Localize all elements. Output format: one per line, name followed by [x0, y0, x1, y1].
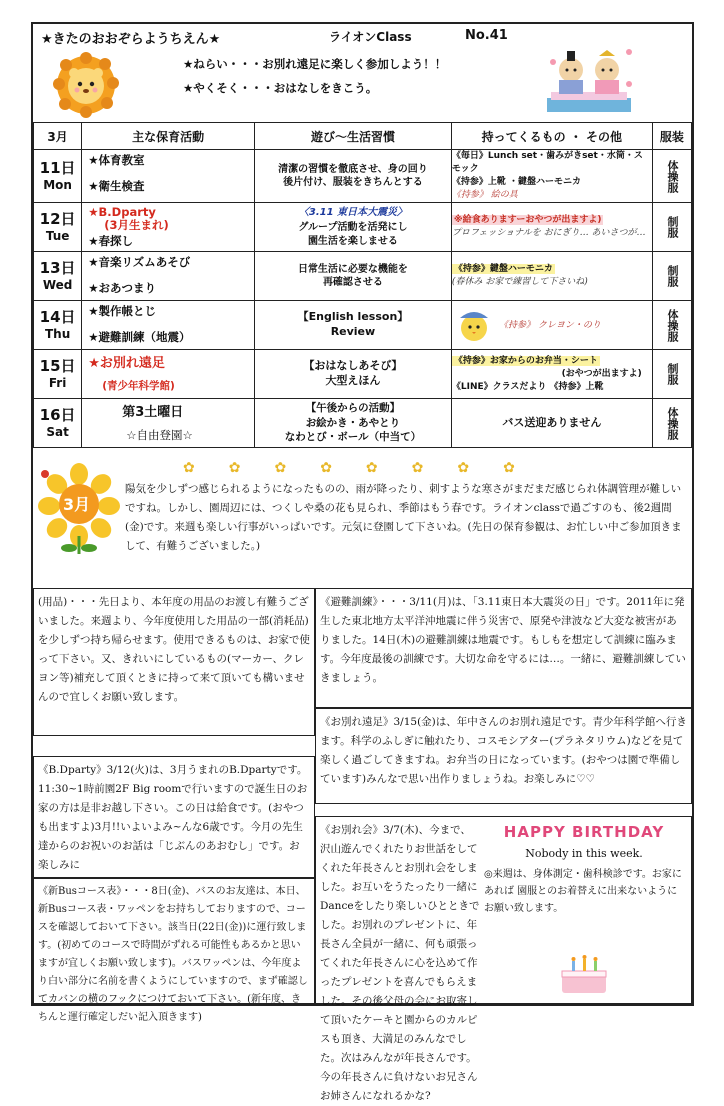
bring-line: 《持参》上靴 ・鍵盤ハーモニカ — [451, 177, 582, 188]
activity-sub: ★避難訓練（地震） — [88, 330, 191, 345]
quake-day-stamp: 〈3.11 東日本大震災〉 — [298, 206, 408, 218]
day-cell — [34, 399, 82, 448]
weekday: Fri — [48, 376, 67, 391]
activity-sub: (青少年科学館) — [102, 380, 175, 393]
bring-line — [452, 355, 652, 368]
bring-cell — [451, 150, 652, 203]
birthday-panel — [484, 823, 684, 999]
day-number: 15日 — [39, 357, 76, 376]
farewell-note: 《お別れ会》3/7(木)、今まで、沢山遊んでくれたりお世話をしてくれた年長さんとお別れ会をしました。お互いをうたったり一緒にDanceをしたり楽しいひとときでした。お別れのプレゼントに、年長さん全員が一緒に、何も頑張ってくれた年長さんに心を込めて作ったプレゼントを喜んでもらえました。その後父母の会にお取寄して頂いたケーキと園からのカルピスも頂き、大満足のみんなでした。次はみんなが年長さんです。今の年長さんに負けないお兄さんお姉さんになれるかな? — [320, 824, 480, 1102]
activity-sub: ★おあつまり — [88, 281, 157, 296]
drill-box — [315, 588, 692, 708]
column-header: 3月 — [34, 123, 82, 150]
chick-illustration-icon — [452, 306, 496, 344]
table-row — [34, 150, 692, 203]
clothing-cell: 体操服 — [652, 150, 691, 203]
activity-cell — [82, 301, 255, 350]
issue-number: No.41 — [465, 28, 508, 43]
clothing-cell: 制服 — [652, 350, 691, 399]
activity-sub: ★衛生検査 — [88, 179, 145, 193]
activity-main: ★B.Dparty — [88, 205, 156, 220]
notes-section — [33, 456, 692, 1102]
clothing-cell: 体操服 — [652, 301, 691, 350]
intro-note: 陽気を少しずつ感じられるようになったものの、雨が降ったり、刺すような寒さがまだまだ感じられ体調管理が難しいですね。しかし、園周辺には、つくしや桑の花も見られ、季節はもう春です。ライオンclassで過ごすのも、後2週間(金)です。来週も楽しい行事がいっぱいです。元気に登園して下さいね。(先日の保育参観は、お忙しい中ご参加頂きまして、有難うございました。) — [125, 483, 682, 552]
bring-cell — [451, 203, 652, 252]
birthday-title: HAPPY BIRTHDAY — [503, 823, 665, 841]
habit-cell — [255, 301, 452, 350]
day-cell — [34, 252, 82, 301]
activity-cell — [82, 203, 255, 252]
aim-line: ★ねらい・・・お別れ遠足に楽しく参加しよう！！ — [183, 57, 447, 71]
activity-sub: ★春探し — [88, 234, 134, 249]
weekday: Tue — [45, 229, 70, 244]
activity-cell — [82, 350, 255, 399]
day-cell — [34, 350, 82, 399]
habit-text: 日常生活に必要な機能を 再確認させる — [297, 263, 408, 289]
table-row — [34, 252, 692, 301]
bring-line: 《持参》 絵の具 — [451, 190, 518, 201]
column-header: 主な保育活動 — [82, 123, 255, 150]
day-number: 11日 — [39, 159, 76, 178]
activity-cell — [82, 399, 255, 448]
column-header: 服装 — [652, 123, 691, 150]
clothing-cell: 制服 — [652, 203, 691, 252]
habit-text: 清潔の習慣を徹底させ、身の回り 後片付け、服装をきちんとする — [278, 163, 428, 189]
party-note: 《B.Dparty》3/12(火)は、3月うまれのB.Dpartyです。11:30~1時前園2F Big roomで行いますので誕生日のお家の方は是非お越し下さい。この日は給食です。(おやつも出ますよ)3月!!いよいよみ~んな6歳です。今月の先生達からのお祝いのお話は「じぶんのあおむし」です。お楽しみに — [38, 764, 308, 871]
day-number: 12日 — [39, 210, 76, 229]
class-name: ライオンClass — [329, 30, 412, 44]
habit-text: 【おはなしあそび】 大型えほん — [303, 359, 403, 388]
excursion-note: 《お別れ遠足》3/15(金)は、年中さんのお別れ遠足です。青少年科学館へ行きます。科学のふしぎに触れたり、コスモシアター(プラネタリウム)などを見て楽しく過ごしてきますね。お弁当の日になっています。(おやつは園で準備しています)みんなで思い出作りましょうね。お楽しみに♡♡ — [320, 716, 687, 785]
day-number: 13日 — [39, 259, 76, 278]
activity-note: (3月生まれ) — [104, 218, 169, 233]
table-row — [34, 350, 692, 399]
bring-cell — [451, 399, 652, 448]
drill-note: 《避難訓練》・・・3/11(月)は、「3.11東日本大震災の日」です。2011年に発生した東北地方太平洋沖地震に伴う災害で、原発や津波など大変な被害がありました。14日(木)の避難訓練は地震です。もしもを想定して訓練に臨みます。今年度最後の訓練です。大切な命を守るには…。一緒に、避難訓練していきましょう。 — [320, 596, 686, 684]
bring-line: 《LINE》クラスだより 《持参》上靴 — [451, 381, 604, 392]
lunch-note: ※給食ありますーおやつが出ますよ) — [453, 215, 602, 226]
bring-line: バス送迎ありません — [502, 416, 602, 430]
habit-text: 【English lesson】 Review — [297, 310, 409, 339]
bring-cell — [451, 252, 652, 301]
excursion-box — [315, 708, 692, 804]
supplies-note: (用品)・・・先日より、本年度の用品のお渡し有難うございました。来週より、今年度使用した用品の一部(消耗品)を少しずつ持ち帰らせます。使用できるものは、お家で使って下さい。又、きれいにしているもの(マーカー、クレヨン等)補充して頂くときに持って来て頂いても構いませんので宜しくお願い致します。 — [38, 596, 310, 703]
activity-main: 第3土曜日 — [122, 405, 184, 421]
bring-line: 《持参》 クレヨン・のり — [499, 320, 601, 331]
bring-line — [452, 214, 652, 227]
column-header: 遊び～生活習慣 — [255, 123, 452, 150]
bring-line: (春休み お家で練習して下さいね) — [451, 277, 588, 288]
activity-main: ★お別れ遠足 — [88, 356, 165, 372]
day-cell — [34, 301, 82, 350]
bring-cell — [451, 301, 652, 350]
lion-icon — [55, 54, 117, 116]
school-name: ★きたのおおぞらようちえん★ — [41, 32, 221, 47]
bring-line: (おやつが出ますよ) — [561, 368, 642, 379]
table-row — [34, 203, 692, 252]
lunch-bring-note: 《持参》お家からのお弁当・シート — [453, 355, 598, 366]
party-box — [33, 756, 315, 878]
day-number: 16日 — [39, 406, 76, 425]
activity-main: ★音楽リズムあそび — [88, 255, 191, 270]
weekday: Wed — [42, 278, 73, 293]
cake-icon — [554, 953, 614, 997]
clothing-cell: 制服 — [652, 252, 691, 301]
birthday-subtitle: Nobody in this week. — [525, 847, 643, 860]
bring-line: プロフェッショナルを おにぎり… あいさつが… — [451, 228, 646, 239]
newsletter-page — [31, 22, 694, 1102]
harmonica-note: 《持参》鍵盤ハーモニカ — [453, 264, 553, 275]
column-header: 持ってくるもの ・ その他 — [451, 123, 652, 150]
weekday: Thu — [44, 327, 71, 342]
table-header-row — [34, 123, 692, 150]
habit-cell — [255, 399, 452, 448]
promise-line: ★やくそく・・・おはなしをきこう。 — [183, 81, 378, 95]
day-cell — [34, 150, 82, 203]
habit-text: グループ活動を活発にし 園生活を楽しませる — [298, 222, 408, 247]
table-row — [34, 301, 692, 350]
activity-main: ★製作帳とじ — [88, 304, 157, 319]
table-row — [34, 399, 692, 448]
weekly-schedule-table — [33, 122, 692, 448]
activity-cell — [82, 150, 255, 203]
bring-cell — [451, 350, 652, 399]
activity-sub: ☆自由登園☆ — [126, 428, 193, 443]
supplies-box — [33, 588, 315, 736]
activity-main: ★体育教室 — [88, 153, 145, 167]
birthday-message: ◎来週は、身体測定・歯科検診です。お家にあれば 園服とのお着替えに出来ないようにお願い致します。 — [484, 869, 682, 914]
farewell-box — [315, 816, 692, 1102]
habit-cell — [255, 350, 452, 399]
habit-cell — [255, 150, 452, 203]
butterfly-row-icon: ✿✿✿✿✿✿✿✿ — [183, 460, 549, 476]
bus-box — [33, 878, 315, 1023]
habit-cell — [255, 252, 452, 301]
header — [33, 24, 692, 122]
activity-cell — [82, 252, 255, 301]
weekday: Mon — [43, 177, 72, 192]
month-badge: 3月 — [63, 495, 91, 514]
hina-dolls-icon — [543, 42, 635, 116]
weekday: Sat — [46, 425, 69, 440]
day-number: 14日 — [39, 308, 76, 327]
habit-text: 【午後からの活動】 お絵かき・あやとり なわとび・ボール（中当て） — [284, 402, 422, 444]
bring-line: 《毎日》Lunch set・歯みがきset・水筒・スモック — [451, 151, 643, 175]
habit-cell — [255, 203, 452, 252]
bus-note: 《新Busコース表》・・・8日(金)、バスのお友達は、本日、新Busコース表・ワッペンをお持ちしておりますので、コースを確認しておいて下さい。該当日(22日(金))に運行致します。(初めてのコースで時間がずれる可能性もあるかと思いますが宜しくお願い致します)。バスワッペンは、今年度より白い部分に名前を書くようにしていますので、まず確認してカバンの横のフックにつけておいて下さい。(新年度、きちんと運行確定しだい記入頂きます) — [38, 886, 308, 1023]
bring-line — [452, 263, 652, 276]
clothing-cell: 体操服 — [652, 399, 691, 448]
day-cell — [34, 203, 82, 252]
